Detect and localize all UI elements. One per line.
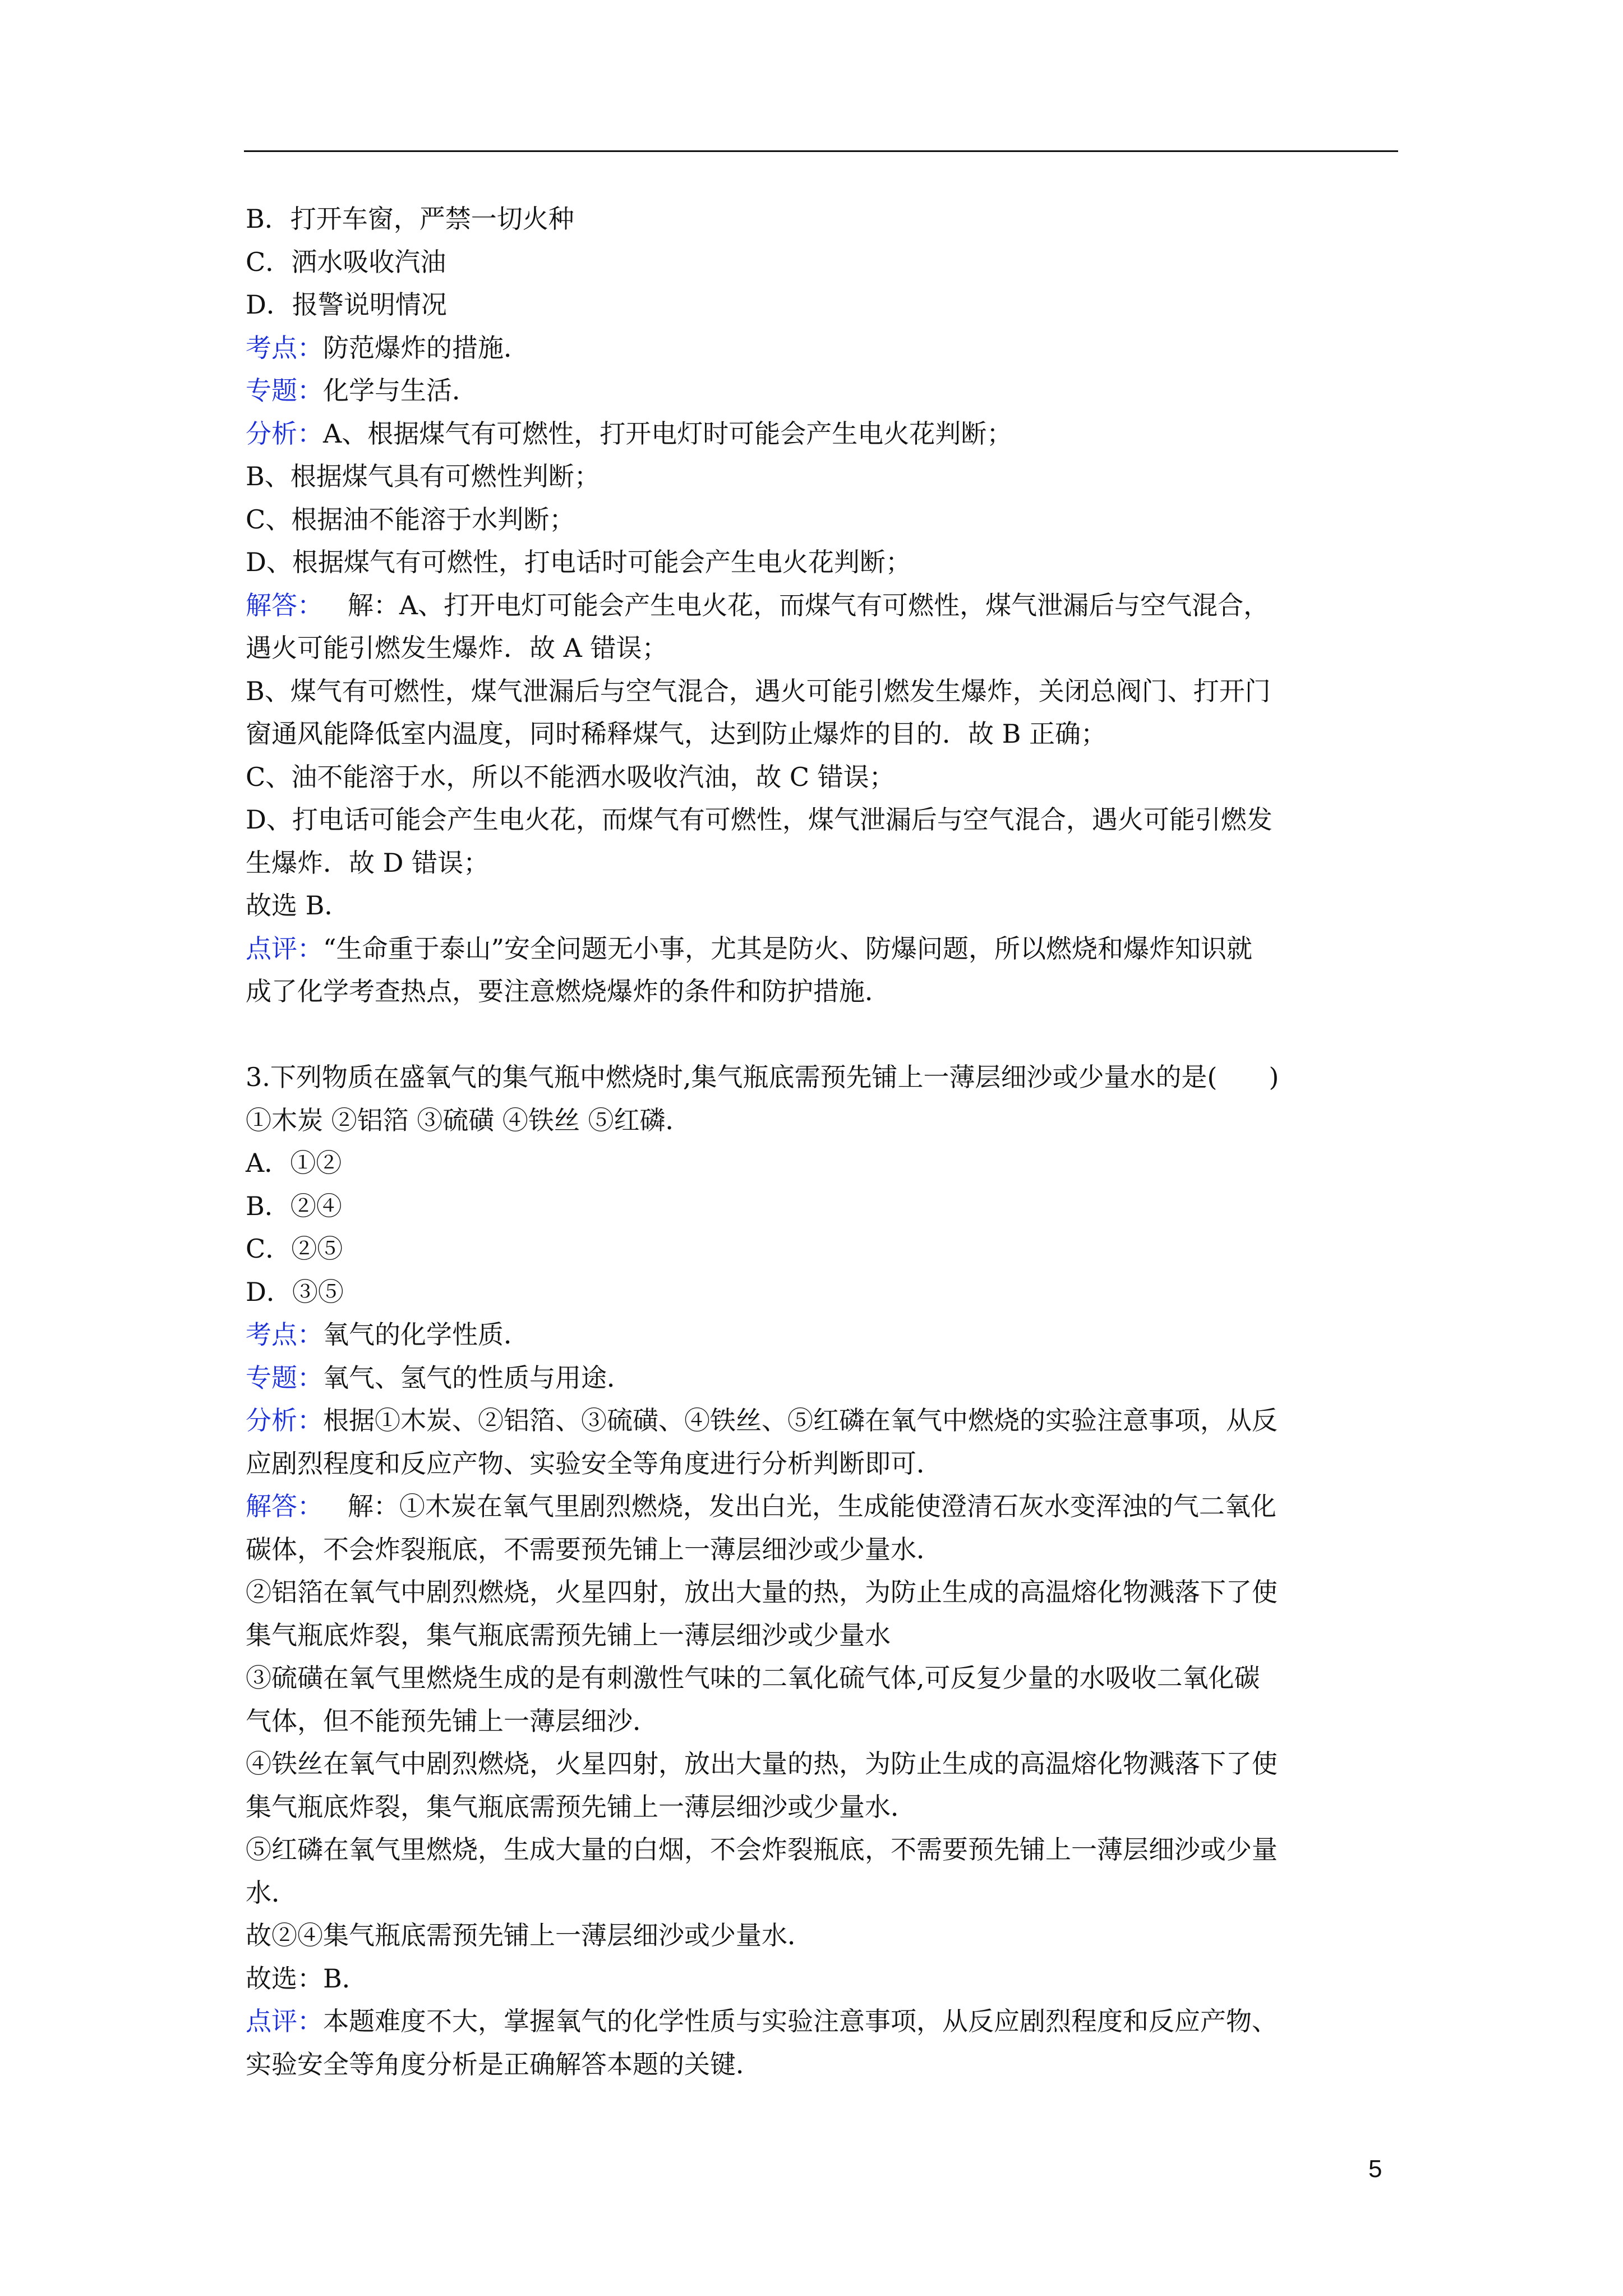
- jieda-line: ④铁丝在氧气中剧烈燃烧，火星四射，放出大量的热，为防止生成的高温熔化物溅落下了使: [246, 1749, 1278, 1779]
- option-c: C．洒水吸收汽油: [246, 246, 446, 277]
- dianping-line: [246, 927, 1401, 970]
- dianping-line: 成了化学考查热点，要注意燃烧爆炸的条件和防护措施．: [246, 976, 891, 1006]
- fenxi-text: 根据①木炭、②铝箔、③硫磺、④铁丝、⑤红磷在氧气中燃烧的实验注意事项，从反: [323, 1405, 1278, 1435]
- kaodian-label: 考点：: [246, 332, 323, 363]
- jieda-line: ③硫磺在氧气里燃烧生成的是有刺激性气味的二氧化硫气体,可反复少量的水吸收二氧化碳: [246, 1663, 1260, 1693]
- fenxi-line: C、根据油不能溶于水判断；: [246, 504, 575, 535]
- option-d: D．报警说明情况: [246, 289, 447, 320]
- dianping-line: [246, 2000, 1401, 2043]
- jieda-line: 集气瓶底炸裂，集气瓶底需预先铺上一薄层细沙或少量水: [246, 1619, 891, 1650]
- jieda-line: [246, 584, 1401, 627]
- jieda-line: 碳体，不会炸裂瓶底，不需要预先铺上一薄层细沙或少量水．: [246, 1534, 942, 1565]
- zhuanti-line: [246, 1356, 1401, 1400]
- spacer: [246, 1013, 1401, 1056]
- jieda-line: 窗通风能降低室内温度，同时稀释煤气，达到防止爆炸的目的．故 B 正确；: [246, 719, 1107, 749]
- header-rule: [244, 150, 1398, 152]
- question-3-stem: 3.下列物质在盛氧气的集气瓶中燃烧时,集气瓶底需预先铺上一薄层细沙或少量水的是( ): [246, 1062, 1279, 1092]
- kaodian-text: 防范爆炸的措施．: [323, 332, 529, 363]
- dianping-text: “生命重于泰山”安全问题无小事，尤其是防火、防爆问题，所以燃烧和爆炸知识就: [323, 933, 1253, 964]
- page-number: 5: [1368, 2155, 1382, 2183]
- page-content: [246, 197, 1401, 2086]
- fenxi-label: 分析：: [246, 418, 323, 449]
- fenxi-text: A、根据煤气有可燃性，打开电灯时可能会产生电火花判断；: [323, 418, 1013, 449]
- jieda-text: 解：①木炭在氧气里剧烈燃烧，发出白光，生成能使澄清石灰水变浑浊的气二氧化: [347, 1491, 1276, 1521]
- fenxi-label: 分析：: [246, 1405, 323, 1435]
- jieda-line: 故选：B．: [246, 1963, 368, 1994]
- fenxi-line: 应剧烈程度和反应产物、实验安全等角度进行分析判断即可．: [246, 1448, 942, 1479]
- kaodian-line: [246, 1313, 1401, 1356]
- option-d: D．③⑤: [246, 1276, 344, 1307]
- fenxi-line: [246, 412, 1401, 455]
- fenxi-line: B、根据煤气具有可燃性判断；: [246, 461, 600, 491]
- jieda-line: 故②④集气瓶底需预先铺上一薄层细沙或少量水．: [246, 1920, 813, 1950]
- kaodian-line: [246, 326, 1401, 370]
- option-a: A．①②: [246, 1148, 342, 1178]
- jieda-line: 遇火可能引燃发生爆炸．故 A 错误；: [246, 633, 668, 663]
- jieda-line: D、打电话可能会产生电火花，而煤气有可燃性，煤气泄漏后与空气混合，遇火可能引燃发: [246, 804, 1272, 835]
- dianping-line: 实验安全等角度分析是正确解答本题的关键．: [246, 2049, 762, 2079]
- dianping-label: 点评：: [246, 2006, 323, 2036]
- dianping-text: 本题难度不大，掌握氧气的化学性质与实验注意事项，从反应剧烈程度和反应产物、: [323, 2006, 1278, 2036]
- option-b: B．②④: [246, 1190, 342, 1221]
- jieda-text: 解：A、打开电灯可能会产生电火花，而煤气有可燃性，煤气泄漏后与空气混合，: [347, 590, 1270, 620]
- jieda-line: ⑤红磷在氧气里燃烧，生成大量的白烟，不会炸裂瓶底，不需要预先铺上一薄层细沙或少量: [246, 1834, 1278, 1865]
- kaodian-text: 氧气的化学性质．: [323, 1319, 529, 1350]
- option-b: B．打开车窗，严禁一切火种: [246, 204, 574, 234]
- jieda-line: ②铝箔在氧气中剧烈燃烧，火星四射，放出大量的热，为防止生成的高温熔化物溅落下了使: [246, 1577, 1278, 1607]
- dianping-label: 点评：: [246, 933, 323, 964]
- kaodian-label: 考点：: [246, 1319, 323, 1350]
- zhuanti-text: 氧气、氢气的性质与用途．: [323, 1362, 633, 1393]
- option-c: C．②⑤: [246, 1234, 343, 1264]
- jieda-line: 水．: [246, 1877, 297, 1908]
- jieda-line: B、煤气有可燃性，煤气泄漏后与空气混合，遇火可能引燃发生爆炸，关闭总阀门、打开门: [246, 675, 1271, 706]
- jieda-line: C、油不能溶于水，所以不能洒水吸收汽油，故 C 错误；: [246, 761, 895, 792]
- fenxi-line: D、根据煤气有可燃性，打电话时可能会产生电火花判断；: [246, 547, 911, 577]
- jieda-line: 气体，但不能预先铺上一薄层细沙．: [246, 1705, 658, 1736]
- jieda-line: 生爆炸．故 D 错误；: [246, 847, 490, 878]
- zhuanti-text: 化学与生活．: [323, 375, 478, 406]
- jieda-line: [246, 1485, 1401, 1528]
- zhuanti-label: 专题：: [246, 375, 323, 406]
- question-3-items: ①木炭 ②铝箔 ③硫磺 ④铁丝 ⑤红磷．: [246, 1105, 691, 1135]
- jieda-line: 集气瓶底炸裂，集气瓶底需预先铺上一薄层细沙或少量水．: [246, 1791, 916, 1822]
- zhuanti-label: 专题：: [246, 1362, 323, 1393]
- zhuanti-line: [246, 369, 1401, 412]
- jieda-label: 解答：: [246, 1491, 323, 1521]
- jieda-line: 故选 B．: [246, 890, 351, 921]
- jieda-label: 解答：: [246, 590, 323, 620]
- fenxi-line: [246, 1399, 1401, 1442]
